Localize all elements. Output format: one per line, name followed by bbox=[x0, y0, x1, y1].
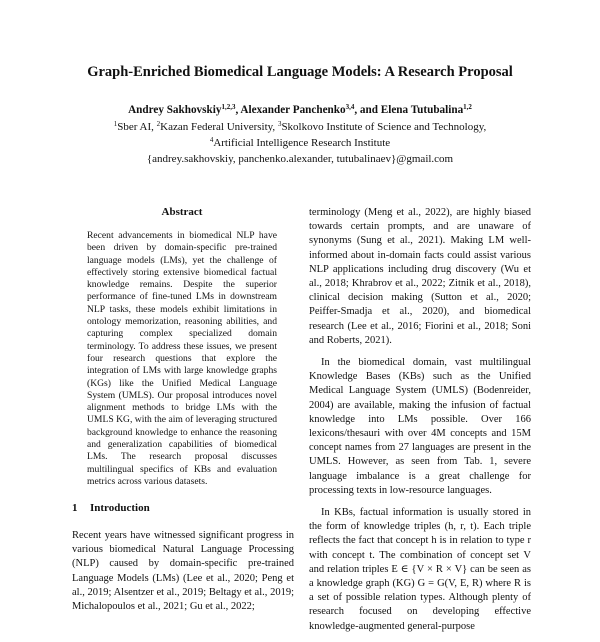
author-list bbox=[0, 104, 600, 116]
author-name: Andrey Sakhovskiy bbox=[128, 104, 222, 116]
abstract-heading: Abstract bbox=[161, 206, 203, 218]
right-column bbox=[309, 206, 531, 642]
introduction-text bbox=[72, 529, 294, 614]
section-title: Introduction bbox=[90, 502, 150, 514]
author-separator: , and bbox=[354, 104, 381, 116]
author-affiliation-marks: 1,2,3 bbox=[221, 103, 236, 111]
affiliations-line-1 bbox=[0, 121, 600, 133]
affiliation-mark: 4 bbox=[209, 136, 214, 144]
body-paragraph: terminology (Meng et al., 2022), are highly biased towards certain prompts, and are unaware of synonyms (Sung et al., 2021). Making LM well-informed about in-domain facts could assist various NLP applications including drug discovery (Wu et al., 2018; Khrabrov et al., 2022; Zitnik et al., 2018), clinical decision making (Sutton et al., 2020; Peiffer-Smadja et al., 2020), and biomedical research (Lee et al., 2016; Fiorini et al., 2018; Soni and Roberts, 2021). bbox=[309, 207, 531, 346]
abstract-paragraph: Recent advancements in biomedical NLP have been driven by domain-specific pre-trained language models (LMs), yet the challenge of effectively storing extensive biomedical factual knowledge remains. Despite the superior performance of fine-tuned LMs in downstream NLP tasks, these models exhibit limitations in ontology memorization, reasoning abilities, and capturing complex specialized domain terminology. To address these issues, we present four research questions that explore the integration of LMs with large knowledge graphs (KGs) like the Unified Medical Language System (UMLS). Our proposal introduces novel alignment methods to bridge LMs with the UMLS KG, with the aim of leveraging structured background knowledge to enhance the reasoning and generalization capabilities of biomedical LMs. The research proposal discusses multilingual specifics of KBs and evaluation metrics across various datasets. bbox=[87, 230, 277, 487]
section-number: 1 bbox=[72, 502, 78, 514]
body-paragraph: Recent years have witnessed significant progress in various biomedical Natural Language Processing (NLP) caused by domain-specific pre-trained Language Models (LMs) (Lee et al., 2020; Peng et al., 2019; Alsentzer et al., 2019; Beltagy et al., 2019; Michalopoulos et al., 2021; Gu et al., 2022; bbox=[72, 530, 294, 613]
affiliation: Sber AI, bbox=[117, 121, 157, 133]
affiliations-line-2 bbox=[0, 137, 600, 149]
author-name: Elena Tutubalina bbox=[380, 104, 464, 116]
affiliation-mark: 1 bbox=[113, 120, 118, 128]
affiliation-mark: 2 bbox=[156, 120, 161, 128]
paper-title: Graph-Enriched Biomedical Language Models: A Research Proposal bbox=[87, 64, 513, 80]
affiliation: Skolkovo Institute of Science and Technology, bbox=[281, 121, 487, 133]
author-affiliation-marks: 1,2 bbox=[463, 103, 472, 111]
author-separator: , bbox=[235, 104, 241, 116]
affiliation: Artificial Intelligence Research Institute bbox=[213, 137, 391, 149]
body-paragraph: In the biomedical domain, vast multilingual Knowledge Bases (KBs) such as the Unified Medical Language System (UMLS) (Bodenreider, 2004) are available, making the infusion of factual knowledge into LMs possible. Over 166 lexicons/thesauri with over 4M concepts and 15M concept names from 27 languages are present in the UMLS. However, as seen from Tab. 1, severe language imbalance is a great challenge for processing texts in low-resource languages. bbox=[309, 357, 531, 496]
affiliation-mark: 3 bbox=[277, 120, 282, 128]
affiliation: Kazan Federal University, bbox=[160, 121, 278, 133]
body-paragraph: In KBs, factual information is usually stored in the form of knowledge triples (h, r, t). Each triple reflects the fact that concept h is in relation to type r with concept t. The combination of concept set V and relation triples E ∈ {V × R × V} can be seen as a knowledge graph (KG) G = G(V, E, R) where R is a set of possible relation types. Although plenty of research focused on developing effective knowledge-augmented general-purpose bbox=[309, 507, 531, 632]
author-emails: {andrey.sakhovskiy, panchenko.alexander, tutubalinaev}@gmail.com bbox=[146, 153, 454, 165]
author-name: Alexander Panchenko bbox=[240, 104, 346, 116]
section-heading-introduction bbox=[72, 502, 292, 514]
abstract-text bbox=[87, 230, 277, 488]
author-affiliation-marks: 3,4 bbox=[345, 103, 355, 111]
